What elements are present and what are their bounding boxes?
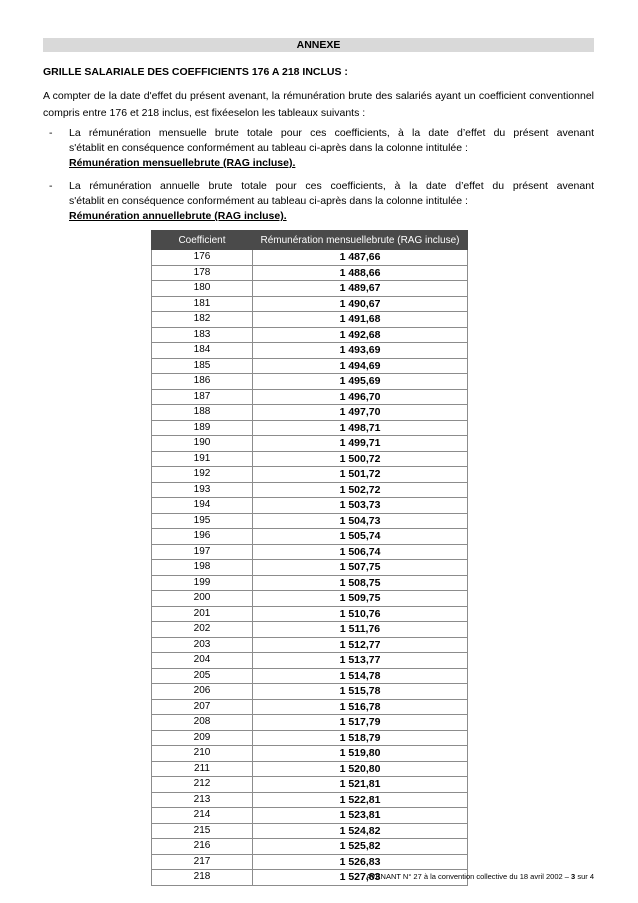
cell-coefficient: 200 <box>152 591 253 607</box>
cell-coefficient: 208 <box>152 715 253 731</box>
cell-coefficient: 205 <box>152 668 253 684</box>
cell-monthly-pay: 1 514,78 <box>253 668 468 684</box>
cell-monthly-pay: 1 499,71 <box>253 436 468 452</box>
cell-monthly-pay: 1 491,68 <box>253 312 468 328</box>
cell-monthly-pay: 1 510,76 <box>253 606 468 622</box>
table-row <box>152 792 468 808</box>
table-row <box>152 281 468 297</box>
table-row <box>152 420 468 436</box>
cell-monthly-pay: 1 487,66 <box>253 250 468 266</box>
cell-monthly-pay: 1 490,67 <box>253 296 468 312</box>
table-row <box>152 327 468 343</box>
cell-monthly-pay: 1 523,81 <box>253 808 468 824</box>
table-row <box>152 606 468 622</box>
bullet-dash: - <box>49 180 53 192</box>
table-row <box>152 405 468 421</box>
table-row <box>152 560 468 576</box>
cell-monthly-pay: 1 502,72 <box>253 482 468 498</box>
table-row <box>152 839 468 855</box>
cell-monthly-pay: 1 517,79 <box>253 715 468 731</box>
table-row <box>152 513 468 529</box>
cell-coefficient: 198 <box>152 560 253 576</box>
cell-monthly-pay: 1 495,69 <box>253 374 468 390</box>
bullet-item-monthly <box>43 126 594 171</box>
cell-coefficient: 181 <box>152 296 253 312</box>
table-row <box>152 451 468 467</box>
cell-monthly-pay: 1 503,73 <box>253 498 468 514</box>
table-row <box>152 653 468 669</box>
cell-monthly-pay: 1 489,67 <box>253 281 468 297</box>
cell-monthly-pay: 1 498,71 <box>253 420 468 436</box>
table-row <box>152 265 468 281</box>
cell-coefficient: 188 <box>152 405 253 421</box>
cell-monthly-pay: 1 513,77 <box>253 653 468 669</box>
table-row <box>152 777 468 793</box>
table-row <box>152 591 468 607</box>
table-row <box>152 761 468 777</box>
cell-monthly-pay: 1 511,76 <box>253 622 468 638</box>
table-row <box>152 529 468 545</box>
page-footer <box>366 872 594 881</box>
cell-coefficient: 196 <box>152 529 253 545</box>
cell-coefficient: 199 <box>152 575 253 591</box>
cell-coefficient: 182 <box>152 312 253 328</box>
cell-coefficient: 190 <box>152 436 253 452</box>
cell-coefficient: 187 <box>152 389 253 405</box>
cell-monthly-pay: 1 518,79 <box>253 730 468 746</box>
table-row <box>152 622 468 638</box>
footer-of: sur <box>577 872 588 881</box>
table-row <box>152 296 468 312</box>
cell-coefficient: 206 <box>152 684 253 700</box>
bullet-dash: - <box>49 127 53 139</box>
table-header-row <box>152 231 468 250</box>
cell-monthly-pay: 1 522,81 <box>253 792 468 808</box>
cell-coefficient: 191 <box>152 451 253 467</box>
cell-monthly-pay: 1 496,70 <box>253 389 468 405</box>
cell-coefficient: 203 <box>152 637 253 653</box>
table-row <box>152 389 468 405</box>
table-row <box>152 823 468 839</box>
cell-monthly-pay: 1 520,80 <box>253 761 468 777</box>
cell-monthly-pay: 1 507,75 <box>253 560 468 576</box>
header-monthly-pay: Rémunération mensuellebrute (RAG incluse) <box>253 231 468 250</box>
cell-coefficient: 184 <box>152 343 253 359</box>
salary-table <box>151 230 468 886</box>
cell-monthly-pay: 1 488,66 <box>253 265 468 281</box>
cell-monthly-pay: 1 508,75 <box>253 575 468 591</box>
table-row <box>152 637 468 653</box>
cell-coefficient: 213 <box>152 792 253 808</box>
cell-coefficient: 216 <box>152 839 253 855</box>
cell-coefficient: 194 <box>152 498 253 514</box>
section-title: GRILLE SALARIALE DES COEFFICIENTS 176 A 218 INCLUS : <box>43 66 348 78</box>
table-row <box>152 668 468 684</box>
bullet-line-2: s'établit en conséquence conformément au tableau ci-après dans la colonne intitulée : <box>69 142 468 154</box>
bullet-line-2: s'établit en conséquence conformément au tableau ci-après dans la colonne intitulée : <box>69 195 468 207</box>
header-coefficient: Coefficient <box>152 231 253 250</box>
table-row <box>152 343 468 359</box>
cell-monthly-pay: 1 526,83 <box>253 854 468 870</box>
table-row <box>152 250 468 266</box>
cell-coefficient: 215 <box>152 823 253 839</box>
cell-monthly-pay: 1 509,75 <box>253 591 468 607</box>
cell-monthly-pay: 1 505,74 <box>253 529 468 545</box>
cell-monthly-pay: 1 516,78 <box>253 699 468 715</box>
footer-total-pages: 4 <box>589 872 594 881</box>
cell-monthly-pay: 1 527,83 <box>253 870 468 886</box>
cell-monthly-pay: 1 512,77 <box>253 637 468 653</box>
cell-monthly-pay: 1 497,70 <box>253 405 468 421</box>
cell-coefficient: 197 <box>152 544 253 560</box>
table-row <box>152 684 468 700</box>
cell-coefficient: 210 <box>152 746 253 762</box>
table-row <box>152 482 468 498</box>
cell-monthly-pay: 1 515,78 <box>253 684 468 700</box>
table-row <box>152 808 468 824</box>
cell-coefficient: 207 <box>152 699 253 715</box>
table-row <box>152 467 468 483</box>
table-row <box>152 436 468 452</box>
table-row <box>152 854 468 870</box>
bullet-column-label: Rémunération mensuellebrute (RAG incluse). <box>69 157 296 169</box>
cell-coefficient: 204 <box>152 653 253 669</box>
cell-coefficient: 212 <box>152 777 253 793</box>
table-row <box>152 715 468 731</box>
cell-coefficient: 176 <box>152 250 253 266</box>
bullet-line-1: La rémunération mensuelle brute totale pour ces coefficients, à la date d’effet du présent avenant <box>69 127 594 139</box>
cell-monthly-pay: 1 524,82 <box>253 823 468 839</box>
cell-coefficient: 211 <box>152 761 253 777</box>
table-row <box>152 730 468 746</box>
table-row <box>152 699 468 715</box>
cell-coefficient: 214 <box>152 808 253 824</box>
cell-coefficient: 202 <box>152 622 253 638</box>
table-row <box>152 746 468 762</box>
cell-coefficient: 195 <box>152 513 253 529</box>
cell-coefficient: 193 <box>152 482 253 498</box>
cell-monthly-pay: 1 521,81 <box>253 777 468 793</box>
cell-coefficient: 185 <box>152 358 253 374</box>
table-row <box>152 544 468 560</box>
table-row <box>152 498 468 514</box>
table-row <box>152 312 468 328</box>
cell-monthly-pay: 1 504,73 <box>253 513 468 529</box>
cell-monthly-pay: 1 493,69 <box>253 343 468 359</box>
cell-monthly-pay: 1 519,80 <box>253 746 468 762</box>
cell-monthly-pay: 1 492,68 <box>253 327 468 343</box>
footer-text: AVENANT N° 27 à la convention collective du 18 avril 2002 – <box>366 872 569 881</box>
cell-monthly-pay: 1 494,69 <box>253 358 468 374</box>
cell-coefficient: 186 <box>152 374 253 390</box>
cell-coefficient: 192 <box>152 467 253 483</box>
cell-coefficient: 180 <box>152 281 253 297</box>
cell-coefficient: 209 <box>152 730 253 746</box>
table-row <box>152 374 468 390</box>
bullet-line-1: La rémunération annuelle brute totale pour ces coefficients, à la date d’effet du présent avenant <box>69 180 594 192</box>
bullet-list <box>43 126 594 232</box>
bullet-column-label: Rémunération annuellebrute (RAG incluse). <box>69 210 287 222</box>
annexe-title: ANNEXE <box>43 38 594 52</box>
table-row <box>152 358 468 374</box>
cell-monthly-pay: 1 525,82 <box>253 839 468 855</box>
cell-coefficient: 201 <box>152 606 253 622</box>
cell-coefficient: 183 <box>152 327 253 343</box>
intro-paragraph: A compter de la date d'effet du présent avenant, la rémunération brute des salariés ayant un coefficient conventionnel compris entre 176 et 218 inclus, est fixéeselon les tableaux suivants : <box>43 90 594 119</box>
bullet-item-annual <box>43 179 594 224</box>
cell-coefficient: 189 <box>152 420 253 436</box>
cell-monthly-pay: 1 501,72 <box>253 467 468 483</box>
table-body <box>152 250 468 886</box>
cell-coefficient: 218 <box>152 870 253 886</box>
cell-monthly-pay: 1 506,74 <box>253 544 468 560</box>
cell-coefficient: 178 <box>152 265 253 281</box>
cell-coefficient: 217 <box>152 854 253 870</box>
cell-monthly-pay: 1 500,72 <box>253 451 468 467</box>
footer-page-number: 3 <box>571 872 576 881</box>
table-row <box>152 575 468 591</box>
